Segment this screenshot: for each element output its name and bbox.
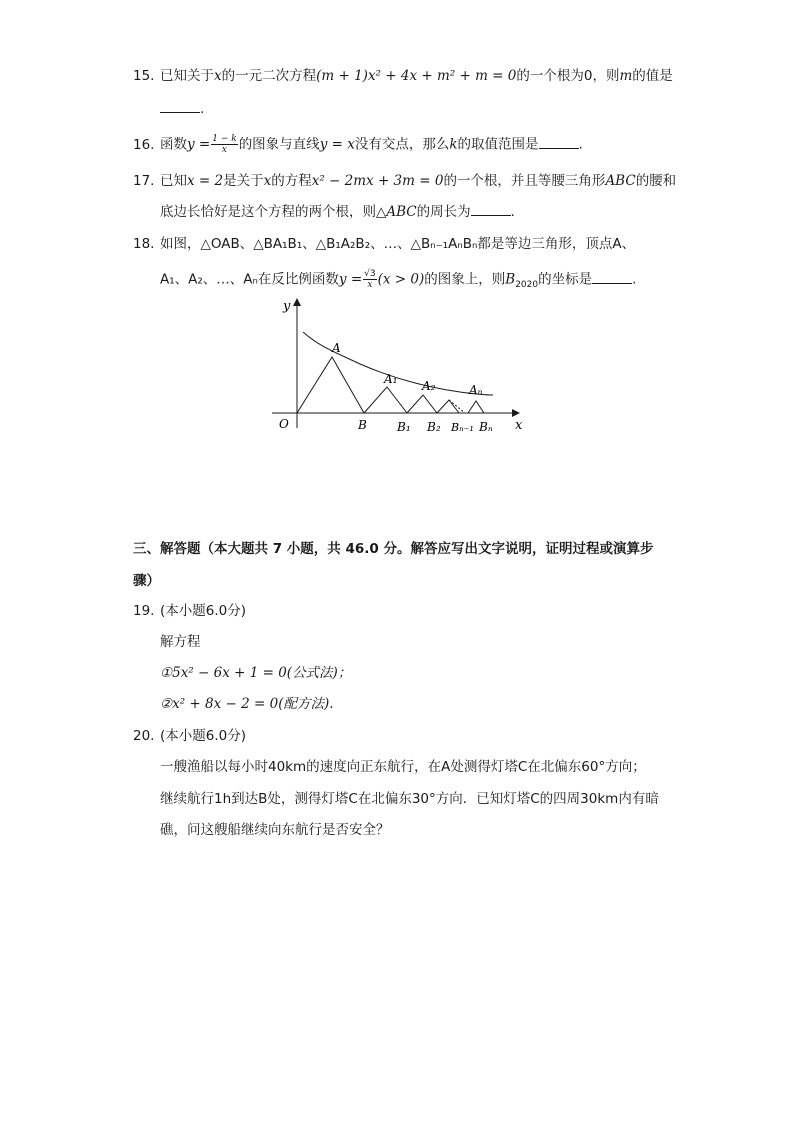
label-bn1: Bₙ₋₁ (451, 421, 474, 434)
answer-blank[interactable] (160, 100, 200, 113)
triangle-small (437, 400, 459, 413)
label-a2: A₂ (422, 379, 436, 393)
label-b1: B₁ (397, 420, 411, 434)
question-number: 15. (133, 68, 155, 84)
question-number: 17. (133, 173, 155, 189)
label-an: Aₙ (469, 383, 483, 397)
label-a: A (332, 341, 341, 355)
question-number: 18. (133, 236, 155, 252)
triangle-b1a2b2 (407, 395, 437, 413)
question-number: 16. (133, 136, 155, 153)
q20-line-3: 礁，问这艘船继续向东航行是否安全？ (160, 822, 390, 838)
equation: x² − 2mx + 3m = 0 (311, 173, 444, 189)
question-18: 18. 如图，△OAB、△BA₁B₁、△B₁A₂B₂、…、△Bₙ₋₁AₙBₙ都是等边三角形，顶点A、 (133, 236, 636, 252)
fraction: $\frac{√3}{x}$ (364, 269, 376, 290)
label-o: O (279, 417, 289, 431)
q19-item-1: ①5x² − 6x + 1 = 0(公式法)； (160, 665, 352, 681)
section-header: 三、解答题（本大题共 7 小题，共 46.0 分。解答应写出文字说明，证明过程或演算步 (133, 541, 654, 557)
answer-blank[interactable] (471, 203, 511, 216)
question-17: 17. 已知x = 2是关于x的方程x² − 2mx + 3m = 0的一个根，并且等腰三角形ABC的腰和 (133, 173, 677, 189)
label-y: y (283, 299, 291, 314)
answer-blank[interactable] (539, 136, 579, 149)
fraction: $\frac{1 - k}{x}$ (212, 134, 237, 155)
label-a1: A₁ (384, 372, 398, 386)
equation: (m + 1)x² + 4x + m² + m = 0 (316, 68, 517, 84)
question-18-line2: A₁、A₂、…、Aₙ在反比例函数y = $\frac{√3}{x}$ (x > 0)的图象上，则$B_{2020}$的坐标是 . (160, 269, 637, 291)
question-17-line2: 底边长恰好是这个方程的两个根，则△ABC的周长为 . (160, 204, 515, 220)
label-bn: Bₙ (479, 420, 493, 434)
label-b2: B₂ (427, 420, 441, 434)
label-b: B (358, 418, 367, 432)
triangle-bn (468, 401, 484, 413)
answer-line-15: . (160, 99, 204, 119)
hyperbola-triangle-figure (260, 292, 535, 442)
label-x: x (515, 418, 523, 433)
question-number: 20. (133, 728, 155, 744)
question-19: 19. (本小题6.0分) (133, 603, 247, 619)
question-16: 16. 函数y = $\frac{1 - k}{x}$ 的图象与直线y = x没有交点，那么k的取值范围是 . (133, 134, 583, 155)
q20-line-1: 一艘渔船以每小时40km的速度向正东航行，在A处测得灯塔C在北偏东60°方向； (160, 759, 646, 775)
section-header-cont: 骤） (133, 573, 160, 589)
answer-blank[interactable] (592, 271, 632, 284)
q19-item-2: ②x² + 8x − 2 = 0(配方法). (160, 696, 334, 712)
q20-line-2: 继续航行1h到达B处，测得灯塔C在北偏东30°方向．已知灯塔C的四周30km内有暗 (160, 791, 659, 807)
triangle-ba1b1 (364, 387, 407, 413)
question-20: 20. (本小题6.0分) (133, 728, 247, 744)
question-15: 15. 已知关于x的一元二次方程(m + 1)x² + 4x + m² + m = 0的一个根为0，则m的值是 (133, 68, 673, 84)
q19-instruction: 解方程 (160, 634, 201, 650)
question-number: 19. (133, 603, 155, 619)
triangle-oab (297, 357, 364, 413)
